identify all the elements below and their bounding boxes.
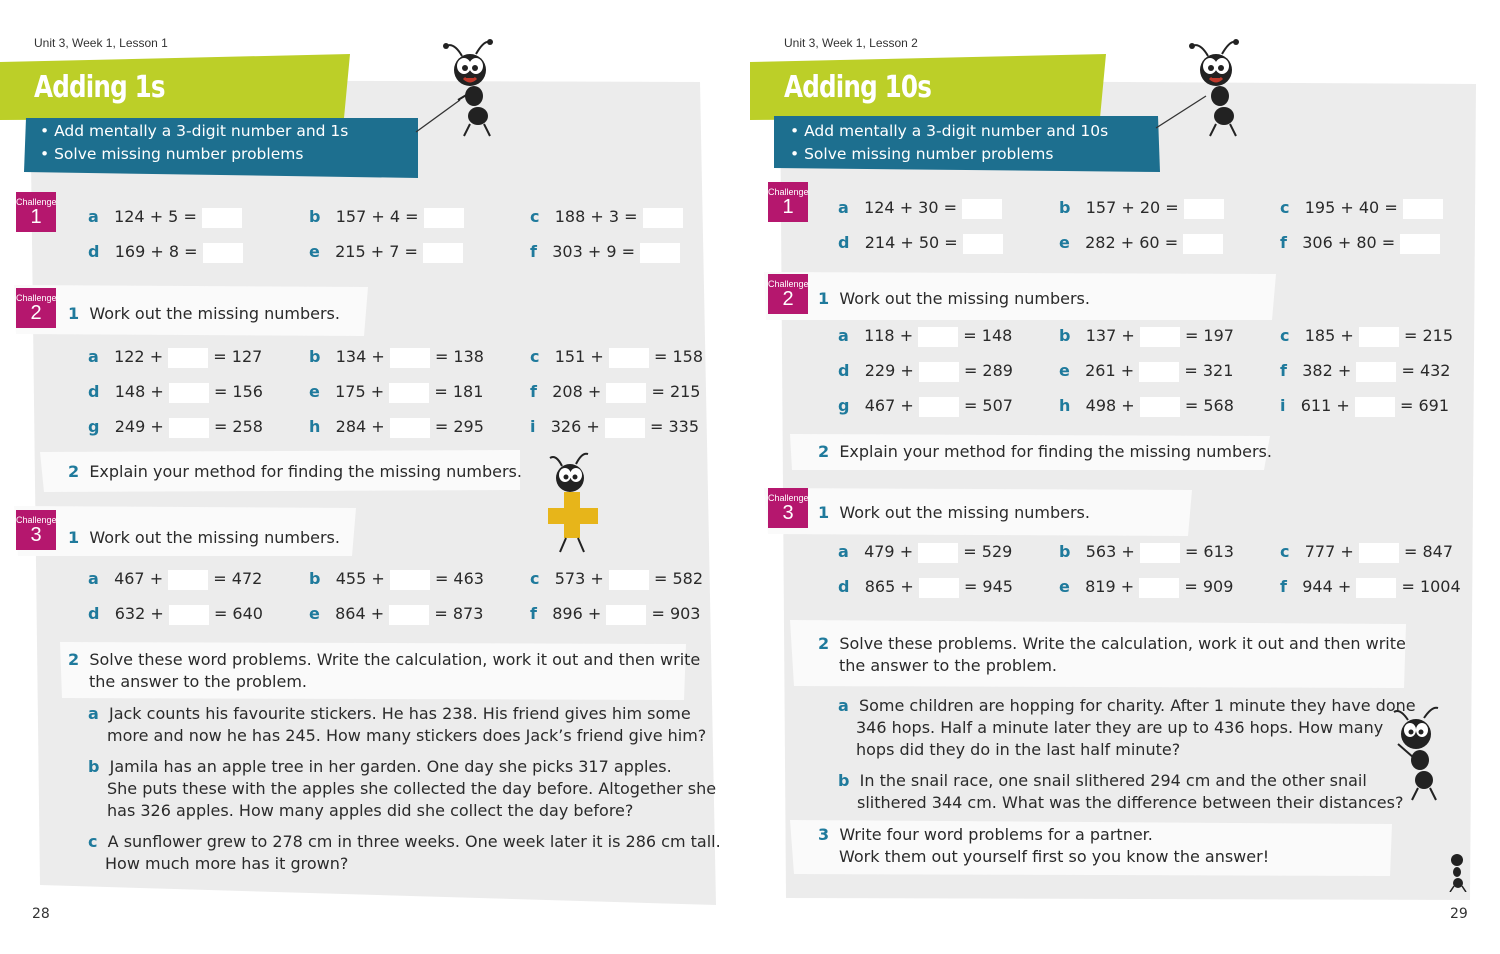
question-text: Work out the missing numbers. — [839, 289, 1090, 308]
item-letter: e — [309, 604, 320, 623]
item-expression: 157 + 20 = — [1085, 198, 1179, 217]
item-letter: f — [1280, 577, 1287, 596]
item-letter: f — [530, 242, 537, 261]
left-word-problem-a: a Jack counts his favourite stickers. He has 238. His friend gives him some more and now he has 245. How many stickers does Jack’s friend give him? — [88, 704, 707, 745]
exercise-item — [88, 382, 263, 403]
exercise-item — [309, 382, 483, 403]
item-result: = 432 — [1401, 361, 1451, 380]
exercise-item — [530, 569, 703, 590]
exercise-item — [88, 207, 242, 228]
item-result: = 903 — [651, 604, 701, 623]
problem-line: 346 hops. Half a minute later they are up to 436 hops. How many — [856, 718, 1384, 737]
question-text: Work out the missing numbers. — [89, 528, 340, 547]
item-result: = 295 — [434, 417, 484, 436]
problem-line: has 326 apples. How many apples did she collect the day before? — [107, 801, 634, 820]
item-letter: a — [88, 569, 99, 588]
problem-line: A sunflower grew to 278 cm in three weeks. One week later it is 286 cm tall. — [107, 832, 721, 851]
exercise-item — [309, 417, 484, 438]
right-c3-q2: 2 Solve these problems. Write the calculation, work it out and then write the answer to the problem. — [818, 634, 1406, 675]
answer-box[interactable] — [640, 243, 680, 263]
item-letter: a — [88, 347, 99, 366]
answer-box[interactable] — [203, 243, 243, 263]
item-expression: 382 + — [1302, 361, 1352, 380]
left-word-problem-b: b Jamila has an apple tree in her garden. One day she picks 317 apples. She puts these with the apples she collected the day before. Altogether she has 326 apples. How many apples did she collect the day before? — [88, 757, 717, 820]
problem-line: Jamila has an apple tree in her garden. One day she picks 317 apples. — [109, 757, 672, 776]
item-letter: f — [1280, 361, 1287, 380]
challenge-word: Challenge — [768, 279, 809, 289]
left-c3-q1: 1 Work out the missing numbers. — [68, 528, 340, 547]
item-expression: 479 + — [864, 542, 914, 561]
exercise-item — [838, 577, 1013, 598]
answer-box[interactable] — [1140, 397, 1180, 417]
item-expression: 777 + — [1304, 542, 1354, 561]
item-expression: 229 + — [864, 361, 914, 380]
answer-box[interactable] — [390, 418, 430, 438]
item-result: = 215 — [1403, 326, 1453, 345]
item-expression: 148 + — [114, 382, 164, 401]
answer-box[interactable] — [168, 570, 208, 590]
exercise-item — [530, 417, 699, 438]
item-letter: d — [88, 604, 100, 623]
item-expression: 455 + — [335, 569, 385, 588]
item-result: = 321 — [1184, 361, 1234, 380]
item-expression: 573 + — [554, 569, 604, 588]
item-letter: b — [1059, 326, 1071, 345]
objective-item: • Solve missing number problems — [790, 145, 1054, 163]
item-expression: 249 + — [114, 417, 164, 436]
item-letter: a — [838, 198, 849, 217]
answer-box[interactable] — [918, 543, 958, 563]
item-expression: 864 + — [335, 604, 385, 623]
item-letter: a — [838, 326, 849, 345]
answer-box[interactable] — [389, 383, 429, 403]
question-text: Solve these problems. Write the calculation, work it out and then write — [839, 634, 1406, 653]
right-page-title: Adding 10s — [784, 70, 932, 105]
item-expression: 124 + 30 = — [864, 198, 958, 217]
item-result: = 507 — [963, 396, 1013, 415]
exercise-item — [530, 604, 700, 625]
item-letter: f — [1280, 233, 1287, 252]
right-c3-q3: 3 Write four word problems for a partner. Work them out yourself first so you know the answer! — [818, 825, 1270, 866]
exercise-item — [1059, 396, 1234, 417]
exercise-item — [1280, 198, 1443, 219]
item-result: = 181 — [434, 382, 484, 401]
item-expression: 611 + — [1300, 396, 1350, 415]
exercise-item — [1280, 396, 1449, 417]
item-result: = 289 — [963, 361, 1013, 380]
question-text: Write four word problems for a partner. — [839, 825, 1153, 844]
item-letter: c — [1280, 326, 1290, 345]
item-result: = 197 — [1184, 326, 1234, 345]
exercise-item — [530, 347, 703, 368]
answer-box[interactable] — [919, 578, 959, 598]
item-expression: 185 + — [1304, 326, 1354, 345]
item-letter: b — [309, 347, 321, 366]
exercise-item — [838, 326, 1012, 347]
exercise-item — [309, 569, 484, 590]
exercise-item — [1059, 577, 1233, 598]
item-letter: e — [1059, 577, 1070, 596]
item-letter: e — [1059, 233, 1070, 252]
answer-box[interactable] — [1139, 362, 1179, 382]
question-text: Work out the missing numbers. — [839, 503, 1090, 522]
left-c2-q1: 1 Work out the missing numbers. — [68, 304, 340, 323]
item-result: = 472 — [213, 569, 263, 588]
exercise-item — [1280, 361, 1450, 382]
exercise-item — [838, 198, 1002, 219]
item-letter: a — [88, 207, 99, 226]
item-result: = 529 — [963, 542, 1013, 561]
answer-box[interactable] — [168, 348, 208, 368]
item-letter: e — [309, 382, 320, 401]
answer-box[interactable] — [423, 243, 463, 263]
right-unit-label: Unit 3, Week 1, Lesson 2 — [784, 36, 918, 50]
exercise-item — [309, 207, 464, 228]
item-expression: 169 + 8 = — [114, 242, 198, 261]
item-expression: 118 + — [864, 326, 914, 345]
left-word-problem-c: c A sunflower grew to 278 cm in three weeks. One week later it is 286 cm tall. How much more has it grown? — [88, 832, 721, 873]
item-result: = 1004 — [1401, 577, 1461, 596]
answer-box[interactable] — [609, 348, 649, 368]
challenge-number: 1 — [30, 206, 42, 228]
item-result: = 215 — [651, 382, 701, 401]
challenge-word: Challenge — [768, 493, 809, 503]
item-result: = 613 — [1184, 542, 1234, 561]
left-objectives — [40, 120, 348, 166]
exercise-item — [88, 347, 262, 368]
exercise-item — [1059, 198, 1224, 219]
item-letter: a — [838, 542, 849, 561]
item-letter: c — [1280, 198, 1290, 217]
challenge-word: Challenge — [768, 187, 809, 197]
answer-box[interactable] — [1356, 578, 1396, 598]
problem-line: Some children are hopping for charity. After 1 minute they have done — [858, 696, 1416, 715]
answer-box[interactable] — [919, 362, 959, 382]
item-expression: 896 + — [552, 604, 602, 623]
answer-box[interactable] — [918, 327, 958, 347]
item-expression: 124 + 5 = — [114, 207, 197, 226]
left-unit-label: Unit 3, Week 1, Lesson 1 — [34, 36, 168, 50]
item-result: = 335 — [649, 417, 699, 436]
item-result: = 568 — [1184, 396, 1234, 415]
exercise-item — [530, 242, 680, 263]
item-letter: d — [838, 233, 850, 252]
item-expression: 134 + — [335, 347, 385, 366]
item-expression: 306 + 80 = — [1302, 233, 1396, 252]
item-expression: 865 + — [864, 577, 914, 596]
small-ant-icon — [1444, 852, 1470, 892]
item-letter: h — [1059, 396, 1071, 415]
answer-box[interactable] — [605, 418, 645, 438]
answer-box[interactable] — [1139, 578, 1179, 598]
right-c2-q2: 2 Explain your method for finding the missing numbers. — [818, 442, 1272, 461]
item-expression: 214 + 50 = — [864, 233, 958, 252]
item-expression: 282 + 60 = — [1085, 233, 1179, 252]
answer-box[interactable] — [169, 605, 209, 625]
item-letter: h — [309, 417, 321, 436]
exercise-item — [530, 382, 700, 403]
answer-box[interactable] — [1184, 199, 1224, 219]
exercise-item — [838, 542, 1012, 563]
question-text: Solve these word problems. Write the calculation, work it out and then write — [89, 650, 701, 669]
answer-box[interactable] — [1355, 397, 1395, 417]
item-result: = 463 — [434, 569, 484, 588]
left-page-title: Adding 1s — [34, 70, 165, 105]
item-letter: c — [530, 347, 540, 366]
item-letter: e — [309, 242, 320, 261]
challenge-number: 2 — [782, 288, 794, 310]
right-word-problem-b: b In the snail race, one snail slithered 294 cm and the other snail slithered 344 cm. What was the difference between their distances? — [838, 771, 1404, 812]
item-letter: d — [838, 361, 850, 380]
exercise-item — [1059, 326, 1234, 347]
item-letter: b — [309, 207, 321, 226]
objective-item: • Add mentally a 3-digit number and 10s — [790, 122, 1109, 140]
problem-line: slithered 344 cm. What was the difference between their distances? — [857, 793, 1404, 812]
ant-mascot-icon — [1186, 38, 1256, 138]
answer-box[interactable] — [1140, 543, 1180, 563]
item-expression: 261 + — [1085, 361, 1135, 380]
item-letter: f — [530, 604, 537, 623]
item-letter: i — [530, 417, 536, 436]
item-result: = 148 — [963, 326, 1013, 345]
question-text: Explain your method for finding the missing numbers. — [839, 442, 1272, 461]
item-letter: b — [1059, 542, 1071, 561]
challenge-badge — [768, 182, 808, 222]
right-objectives — [790, 120, 1108, 166]
item-letter: b — [1059, 198, 1071, 217]
item-expression: 467 + — [114, 569, 164, 588]
answer-box[interactable] — [169, 383, 209, 403]
challenge-word: Challenge — [16, 197, 57, 207]
left-c2-q2: 2 Explain your method for finding the missing numbers. — [68, 462, 522, 481]
exercise-item — [838, 396, 1013, 417]
exercise-item — [1280, 577, 1461, 598]
answer-box[interactable] — [963, 234, 1003, 254]
item-letter: f — [530, 382, 537, 401]
right-c3-q1: 1 Work out the missing numbers. — [818, 503, 1090, 522]
problem-line: Jack counts his favourite stickers. He has 238. His friend gives him some — [108, 704, 691, 723]
answer-box[interactable] — [1140, 327, 1180, 347]
item-expression: 944 + — [1302, 577, 1352, 596]
item-expression: 303 + 9 = — [552, 242, 636, 261]
item-result: = 847 — [1403, 542, 1453, 561]
challenge-word: Challenge — [16, 515, 57, 525]
item-result: = 258 — [213, 417, 263, 436]
item-expression: 819 + — [1085, 577, 1135, 596]
challenge-number: 2 — [30, 302, 42, 324]
item-expression: 137 + — [1085, 326, 1135, 345]
item-expression: 122 + — [114, 347, 164, 366]
exercise-item — [1280, 542, 1453, 563]
exercise-item — [309, 242, 463, 263]
answer-box[interactable] — [1359, 327, 1399, 347]
exercise-item — [530, 207, 683, 228]
answer-box[interactable] — [169, 418, 209, 438]
answer-box[interactable] — [1183, 234, 1223, 254]
problem-line: She puts these with the apples she collected the day before. Altogether she — [107, 779, 717, 798]
item-expression: 195 + 40 = — [1304, 198, 1398, 217]
answer-box[interactable] — [424, 208, 464, 228]
item-expression: 632 + — [114, 604, 164, 623]
right-word-problem-a: a Some children are hopping for charity. After 1 minute they have done 346 hops. Half a minute later they are up to 436 hops. How many hops did they do in the last half minute? — [838, 696, 1416, 759]
exercise-item — [1059, 542, 1234, 563]
question-text: the answer to the problem. — [89, 672, 307, 691]
objective-item: • Add mentally a 3-digit number and 1s — [40, 122, 349, 140]
challenge-number: 3 — [782, 502, 794, 524]
item-result: = 640 — [213, 604, 263, 623]
challenge-badge — [16, 288, 56, 328]
left-c3-q2: 2 Solve these word problems. Write the calculation, work it out and then write the answer to the problem. — [68, 650, 701, 691]
left-page-number: 28 — [32, 906, 50, 922]
item-result: = 945 — [963, 577, 1013, 596]
problem-line: hops did they do in the last half minute? — [856, 740, 1181, 759]
exercise-item — [838, 361, 1013, 382]
item-letter: g — [838, 396, 850, 415]
item-expression: 157 + 4 = — [335, 207, 419, 226]
question-text: Work out the missing numbers. — [89, 304, 340, 323]
exercise-item — [838, 233, 1003, 254]
answer-box[interactable] — [1359, 543, 1399, 563]
exercise-item — [1059, 233, 1223, 254]
item-result: = 691 — [1399, 396, 1449, 415]
item-expression: 215 + 7 = — [335, 242, 418, 261]
challenge-number: 3 — [30, 524, 42, 546]
challenge-word: Challenge — [16, 293, 57, 303]
item-expression: 284 + — [335, 417, 385, 436]
answer-box[interactable] — [609, 570, 649, 590]
challenge-badge — [16, 510, 56, 550]
challenge-badge — [768, 488, 808, 528]
exercise-item — [1280, 233, 1440, 254]
ant-plus-sign-icon — [546, 452, 602, 556]
answer-box[interactable] — [1356, 362, 1396, 382]
item-expression: 188 + 3 = — [554, 207, 638, 226]
item-expression: 563 + — [1085, 542, 1135, 561]
objective-item: • Solve missing number problems — [40, 145, 304, 163]
answer-box[interactable] — [1400, 234, 1440, 254]
item-result: = 158 — [653, 347, 703, 366]
item-expression: 151 + — [554, 347, 604, 366]
question-text: Work them out yourself first so you know the answer! — [839, 847, 1270, 866]
item-letter: b — [309, 569, 321, 588]
item-letter: c — [530, 569, 540, 588]
answer-box[interactable] — [390, 348, 430, 368]
item-letter: d — [88, 382, 100, 401]
item-result: = 873 — [434, 604, 484, 623]
answer-box[interactable] — [606, 605, 646, 625]
exercise-item — [88, 569, 262, 590]
problem-line: more and now he has 245. How many stickers does Jack’s friend give him? — [107, 726, 707, 745]
item-letter: e — [1059, 361, 1070, 380]
answer-box[interactable] — [606, 383, 646, 403]
item-result: = 127 — [213, 347, 263, 366]
exercise-item — [1059, 361, 1233, 382]
item-letter: c — [530, 207, 540, 226]
exercise-item — [88, 417, 263, 438]
item-expression: 326 + — [550, 417, 600, 436]
item-result: = 156 — [213, 382, 263, 401]
question-text: Explain your method for finding the missing numbers. — [89, 462, 522, 481]
item-letter: i — [1280, 396, 1286, 415]
answer-box[interactable] — [643, 208, 683, 228]
ant-mascot-icon — [440, 38, 510, 138]
exercise-item — [309, 347, 484, 368]
item-expression: 498 + — [1085, 396, 1135, 415]
question-text: the answer to the problem. — [839, 656, 1057, 675]
right-page-number: 29 — [1450, 906, 1468, 922]
challenge-badge — [16, 192, 56, 232]
problem-line: How much more has it grown? — [105, 854, 349, 873]
item-expression: 467 + — [864, 396, 914, 415]
challenge-number: 1 — [782, 196, 794, 218]
right-c2-q1: 1 Work out the missing numbers. — [818, 289, 1090, 308]
answer-box[interactable] — [390, 570, 430, 590]
item-result: = 582 — [653, 569, 703, 588]
answer-box[interactable] — [389, 605, 429, 625]
answer-box[interactable] — [1403, 199, 1443, 219]
item-letter: d — [838, 577, 850, 596]
exercise-item — [1280, 326, 1453, 347]
exercise-item — [88, 242, 243, 263]
item-letter: c — [1280, 542, 1290, 561]
answer-box[interactable] — [202, 208, 242, 228]
item-result: = 138 — [434, 347, 484, 366]
problem-line: In the snail race, one snail slithered 294 cm and the other snail — [859, 771, 1367, 790]
item-expression: 175 + — [335, 382, 385, 401]
exercise-item — [309, 604, 483, 625]
item-letter: d — [88, 242, 100, 261]
item-expression: 208 + — [552, 382, 602, 401]
item-result: = 909 — [1184, 577, 1234, 596]
exercise-item — [88, 604, 263, 625]
item-letter: g — [88, 417, 100, 436]
challenge-badge — [768, 274, 808, 314]
answer-box[interactable] — [919, 397, 959, 417]
answer-box[interactable] — [962, 199, 1002, 219]
